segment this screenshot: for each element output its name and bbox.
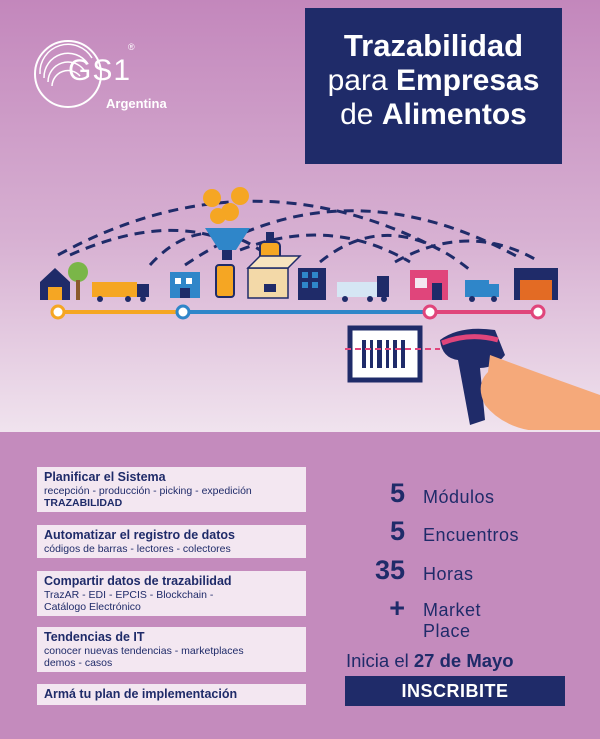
stat-number: 35 [374,555,405,585]
truck-icon [465,280,499,302]
stat-plus: + [389,593,405,623]
factory-icon [170,272,200,298]
module-tendencias [37,627,306,672]
distribution-center-icon [514,268,558,300]
supply-chain-illustration [0,170,600,430]
title-line-3-bold: Alimentos [381,98,527,131]
module-title: Planificar el Sistema [44,470,166,484]
module-plan [37,684,306,705]
module-automatizar [37,525,306,558]
title-box [305,8,562,164]
module-title: Automatizar el registro de datos [44,528,236,542]
logo-country: Argentina [106,96,167,111]
title-line-3 [305,98,562,132]
start-date [346,650,514,672]
module-text: Catálogo Electrónico [44,601,141,613]
module-title: Compartir datos de trazabilidad [44,574,232,588]
truck-icon [337,276,389,302]
module-title: Armá tu plan de implementación [44,687,238,701]
title-line-2-bold: Empresas [395,64,540,97]
box-icon [248,256,300,298]
logo-brand: GS1 [68,54,132,87]
store-icon [410,270,448,300]
module-text: códigos de barras - lectores - colectores [44,543,231,555]
warehouse-building-icon [298,268,326,300]
data-flow-arcs [58,201,540,270]
start-date-pre: Inicia el [346,650,414,671]
module-title: Tendencias de IT [44,630,145,644]
logo-registered-mark: ® [128,42,135,52]
stat-label: Módulos [423,487,495,507]
module-bold-line: TRAZABILIDAD [44,497,123,509]
title-line-3-pre: de [340,98,382,131]
truck-icon [92,282,149,302]
module-text: TrazAR - EDI - EPCIS - Blockchain - [44,589,214,601]
stat-label: Encuentros [423,525,520,545]
module-text-bold [44,497,300,509]
module-planificar [37,467,306,512]
title-line-2-pre: para [327,64,396,97]
stat-label: Market Place [423,600,482,641]
timeline [52,306,544,318]
module-compartir [37,571,306,616]
start-date-value: 27 de Mayo [413,650,514,671]
inscribite-button[interactable]: INSCRIBITE [345,676,565,706]
barn-icon [40,262,88,300]
module-text: demos - casos [44,657,113,669]
stat-number: 5 [389,516,405,546]
title-line-2 [305,64,562,98]
stat-number: 5 [389,478,405,508]
gs1-logo [32,38,202,118]
module-text: recepción - producción - picking - expedición [44,485,252,497]
module-text: conocer nuevas tendencias - marketplaces [44,645,244,657]
barcode-scanner-icon [440,329,600,430]
title-line-1: Trazabilidad [343,28,524,63]
barcode-icon [345,328,440,380]
stat-label: Horas [423,564,474,584]
